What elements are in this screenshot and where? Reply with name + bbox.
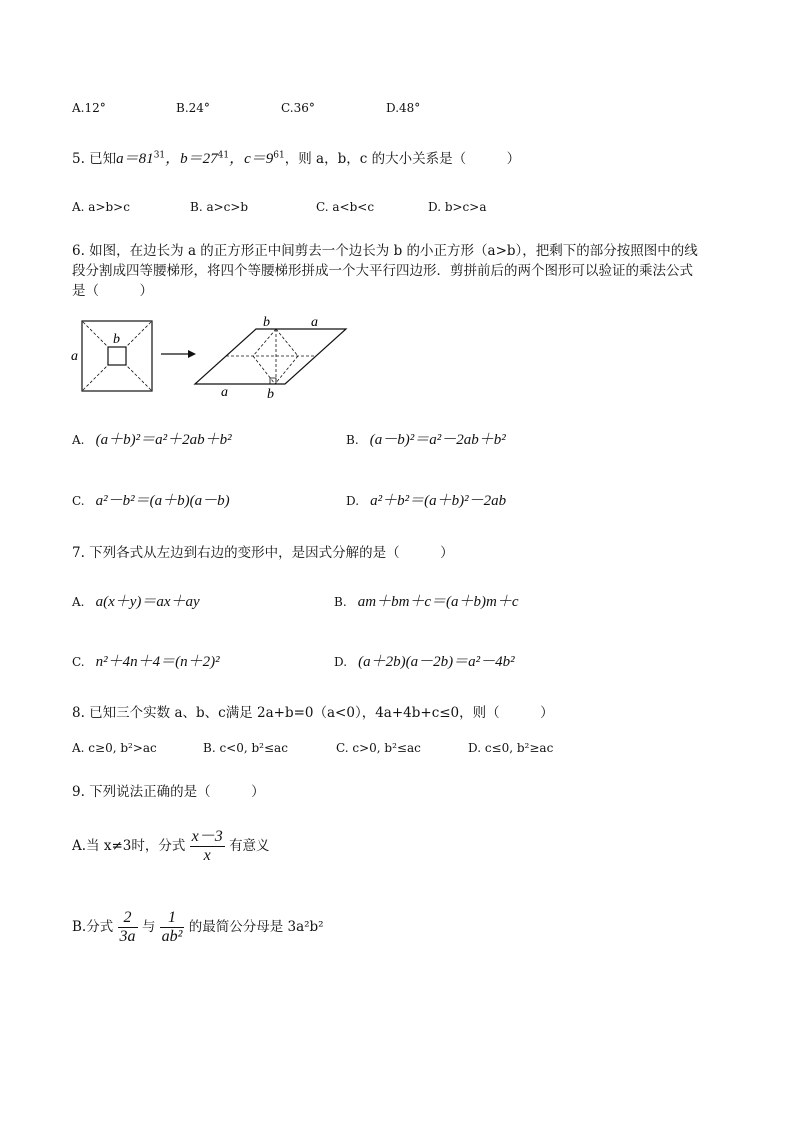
q6-option-c: [72, 489, 230, 510]
dash-segment: [276, 329, 298, 356]
q9-option-b-prefix: B.分式: [72, 919, 114, 935]
q4-option-c: C.36°: [281, 101, 315, 115]
q7-option-a-label: A.: [72, 595, 85, 609]
q6-option-b-expr: (a－b)²＝a²－2ab＋b²: [369, 432, 506, 448]
q5-stem: [72, 147, 520, 168]
dash-diagonal: [126, 365, 151, 390]
q9-option-b: [72, 908, 324, 946]
q9-option-b-mid: 与: [141, 919, 156, 935]
label-a-square: a: [71, 349, 78, 364]
dash-diagonal: [126, 322, 151, 347]
q6-figure: [66, 312, 366, 404]
q9-a-numerator: x－3: [191, 828, 223, 845]
dash-segment: [275, 356, 298, 384]
q4-option-d: D.48°: [386, 101, 421, 115]
dash-segment: [253, 356, 275, 384]
q7-option-b-expr: am＋bm＋c＝(a＋b)m＋c: [357, 594, 519, 610]
q6-option-d-expr: a²＋b²＝(a＋b)²－2ab: [370, 493, 507, 509]
q7-option-c: [72, 650, 220, 671]
q8-option-c: C. c>0, b²≤ac: [336, 741, 421, 755]
q6-option-b-label: B.: [346, 433, 359, 447]
q6-option-d: [346, 489, 506, 510]
q5-exp-c: 61: [273, 150, 285, 161]
q6-option-b: [346, 428, 506, 449]
q5-option-b: B. a>c>b: [190, 200, 249, 214]
q9-b-denominator-2: ab²: [161, 928, 183, 945]
q6-stem-line1: 6. 如图，在边长为 a 的正方形正中间剪去一个边长为 b 的小正方形（a>b），把剩下的部分按照图中的线: [72, 243, 698, 259]
q5-exp-a: 31: [153, 150, 166, 161]
dash-diagonal: [83, 322, 108, 347]
label-b-inner: b: [113, 332, 120, 347]
q9-stem: 9. 下列说法正确的是（ ）: [72, 784, 265, 800]
q7-stem: 7. 下列各式从左边到右边的变形中，是因式分解的是（ ）: [72, 545, 454, 561]
q6-option-c-expr: a²－b²＝(a＋b)(a－b): [95, 493, 230, 509]
q6-option-a-expr: (a＋b)²＝a²＋2ab＋b²: [95, 432, 232, 448]
label-bottom-b: b: [267, 387, 274, 402]
q8-option-b: B. c<0, b²≤ac: [203, 741, 288, 755]
q9-b-denominator-1: 3a: [119, 928, 136, 945]
q7-option-a-expr: a(x＋y)＝ax＋ay: [95, 594, 200, 610]
q8-stem: 8. 已知三个实数 a、b、c满足 2a+b=0（a<0），4a+4b+c≤0，则（ ）: [72, 705, 554, 721]
q5-option-a: A. a>b>c: [72, 200, 130, 214]
q6-option-a: [72, 428, 232, 449]
q6-stem-line2: 段分割成四等腰梯形，将四个等腰梯形拼成一个大平行四边形．剪拼前后的两个图形可以验证的乘法公式: [72, 263, 693, 279]
q9-option-a: [72, 827, 270, 865]
parallelogram: [195, 329, 346, 384]
q7-option-d: [334, 650, 515, 671]
q5-expr-c: ，c＝9: [229, 151, 274, 167]
q9-b-numerator-1: 2: [118, 909, 138, 928]
q5-expr-a: a＝81: [116, 151, 154, 167]
q9-option-b-suffix: 的最简公分母是 3a²b²: [188, 919, 324, 935]
q6-option-d-label: D.: [346, 494, 360, 508]
q7-option-a: [72, 590, 200, 611]
label-top-b: b: [263, 315, 270, 330]
q6-option-c-label: C.: [72, 494, 85, 508]
dash-diagonal: [83, 365, 108, 390]
q5-option-c: C. a<b<c: [316, 200, 375, 214]
q9-option-a-fraction: [190, 828, 225, 865]
q6-option-a-label: A.: [72, 433, 85, 447]
q9-option-a-suffix: 有意义: [229, 838, 270, 854]
q7-option-c-label: C.: [72, 655, 85, 669]
q7-option-b-label: B.: [334, 595, 347, 609]
q7-option-d-label: D.: [334, 655, 348, 669]
q9-option-b-fraction-1: [118, 909, 138, 946]
q6-stem-line3: 是（ ）: [72, 283, 153, 299]
q5-option-d: D. b>c>a: [428, 200, 487, 214]
q4-option-a: A.12°: [72, 101, 106, 115]
q7-option-b: [334, 590, 519, 611]
q5-stem-prefix: 5. 已知: [72, 151, 117, 167]
q9-option-a-prefix: A.当 x≠3时，分式: [72, 838, 186, 854]
q5-expr-b: ，b＝27: [165, 151, 218, 167]
q4-option-b: B.24°: [176, 101, 210, 115]
q7-option-d-expr: (a＋2b)(a－2b)＝a²－4b²: [358, 654, 515, 670]
label-bottom-a: a: [221, 385, 228, 400]
q9-a-denominator: x: [203, 847, 211, 864]
q9-option-b-fraction-2: [160, 909, 185, 946]
inner-square: [108, 347, 126, 365]
q8-option-a: A. c≥0, b²>ac: [72, 741, 157, 755]
q8-option-d: D. c≤0, b²≥ac: [468, 741, 554, 755]
label-top-a: a: [311, 315, 318, 330]
arrow-head: [188, 350, 196, 358]
q5-stem-suffix: ，则 a，b，c 的大小关系是（ ）: [284, 151, 521, 167]
q9-b-numerator-2: 1: [160, 909, 185, 928]
dash-segment: [253, 329, 276, 356]
q7-option-c-expr: n²＋4n＋4＝(n＋2)²: [95, 654, 220, 670]
q5-exp-b: 41: [217, 150, 230, 161]
